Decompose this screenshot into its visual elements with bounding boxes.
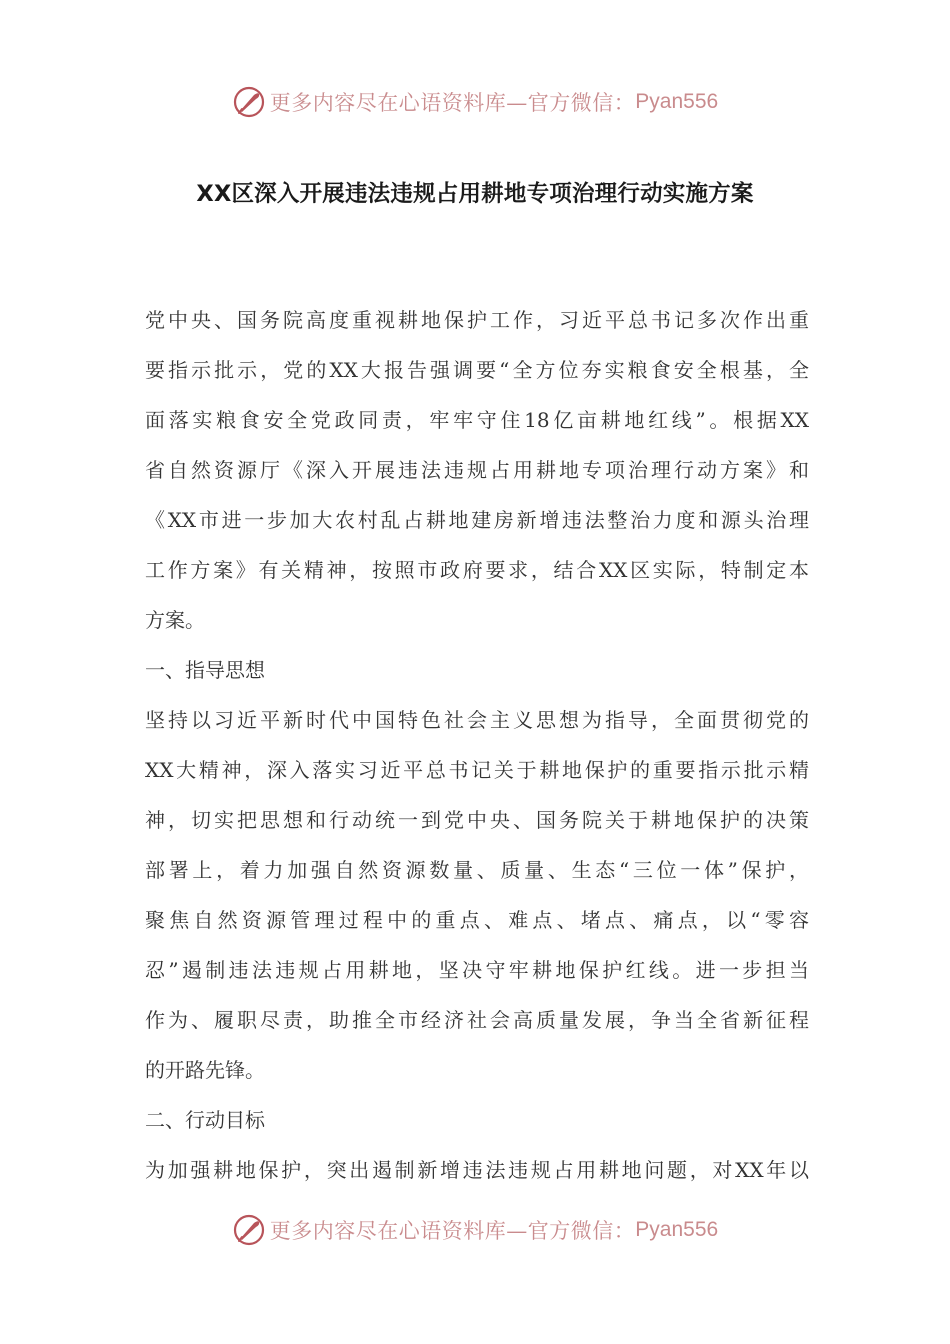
pen-quill-logo-icon bbox=[232, 1213, 266, 1247]
wechat-id: Pyan556 bbox=[635, 90, 719, 113]
body-line: 工作方案》有关精神，按照市政府要求，结合XX区实际，特制定本 bbox=[145, 558, 809, 582]
body-line: XX大精神，深入落实习近平总书记关于耕地保护的重要指示批示精 bbox=[145, 758, 809, 782]
body-line: 作为、履职尽责，助推全市经济社会高质量发展，争当全省新征程 bbox=[145, 1008, 809, 1032]
body-line: 忍”遏制违法违规占用耕地，坚决守牢耕地保护红线。进一步担当 bbox=[145, 958, 809, 982]
body-line: 神，切实把思想和行动统一到党中央、国务院关于耕地保护的决策 bbox=[145, 808, 809, 832]
watermark-text: 更多内容尽在心语资料库—官方微信： bbox=[269, 91, 636, 115]
header-watermark-banner bbox=[0, 80, 950, 124]
body-line: 的开路先锋。 bbox=[145, 1058, 265, 1082]
document-title: XX区深入开展违法违规占用耕地专项治理行动实施方案 bbox=[196, 181, 754, 207]
body-line: 党中央、国务院高度重视耕地保护工作，习近平总书记多次作出重 bbox=[145, 308, 809, 332]
body-line: 面落实粮食安全党政同责，牢牢守住18亿亩耕地红线”。根据XX bbox=[145, 408, 809, 432]
footer-watermark-banner bbox=[0, 1208, 950, 1252]
section-heading: 二、行动目标 bbox=[145, 1108, 265, 1132]
section-heading: 一、指导思想 bbox=[145, 658, 265, 682]
body-line: 省自然资源厅《深入开展违法违规占用耕地专项治理行动方案》和 bbox=[145, 458, 809, 482]
body-line: 部署上，着力加强自然资源数量、质量、生态“三位一体”保护， bbox=[145, 858, 809, 882]
body-line: 《XX市进一步加大农村乱占耕地建房新增违法整治力度和源头治理 bbox=[145, 508, 809, 532]
body-line: 方案。 bbox=[145, 608, 205, 632]
body-line: 聚焦自然资源管理过程中的重点、难点、堵点、痛点，以“零容 bbox=[145, 908, 809, 932]
body-line: 坚持以习近平新时代中国特色社会主义思想为指导，全面贯彻党的 bbox=[145, 708, 809, 732]
document-body bbox=[145, 295, 809, 1195]
pen-quill-logo-icon bbox=[232, 85, 266, 119]
body-line: 为加强耕地保护，突出遏制新增违法违规占用耕地问题，对XX年以 bbox=[145, 1158, 809, 1182]
watermark-text: 更多内容尽在心语资料库—官方微信： bbox=[269, 1219, 636, 1243]
body-line: 要指示批示，党的XX大报告强调要“全方位夯实粮食安全根基，全 bbox=[145, 358, 809, 382]
wechat-id: Pyan556 bbox=[635, 1218, 719, 1241]
